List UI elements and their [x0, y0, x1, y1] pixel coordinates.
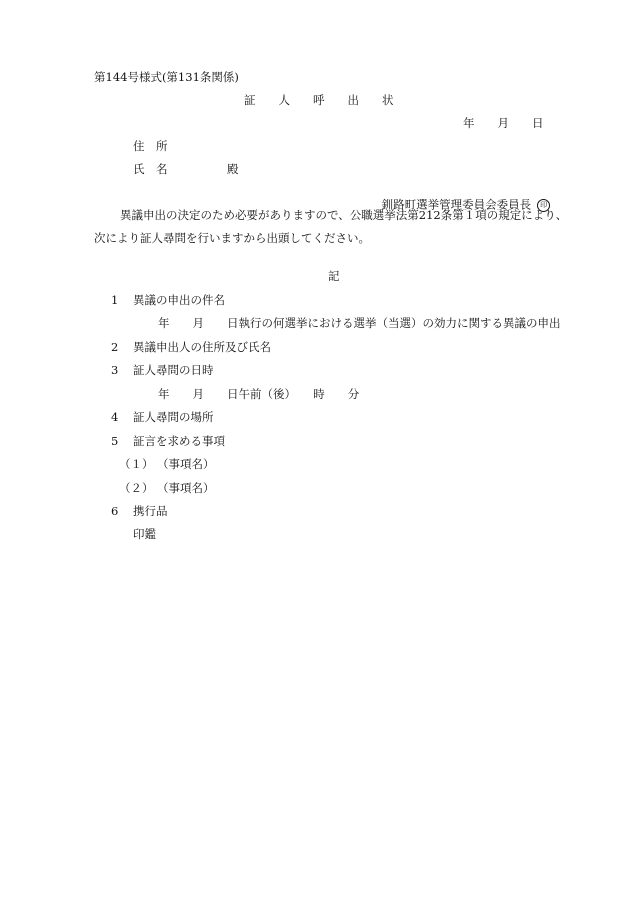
sender-name: 釧路町選挙管理委員会委員長 — [381, 197, 532, 211]
item-5-sub-2-number: （２） — [119, 481, 154, 495]
item-3-number: 3 — [111, 363, 119, 377]
item-3-detail: 年 月 日午前（後） 時 分 — [158, 387, 360, 401]
form-id: 第144号様式(第131条関係) — [94, 70, 239, 84]
item-1-number: 1 — [111, 293, 119, 307]
honorific: 殿 — [227, 162, 239, 176]
item-2-number: 2 — [111, 340, 119, 354]
body-text-line-1: 異議申出の決定のため必要がありますので、公職選挙法第212条第１項の規定により、 — [120, 208, 568, 222]
item-6-label: 携行品 — [133, 504, 168, 518]
item-6-number: 6 — [111, 504, 119, 518]
item-1-label: 異議の申出の件名 — [133, 293, 225, 307]
item-5-number: 5 — [111, 434, 119, 448]
item-1-detail: 年 月 日執行の何選挙における選挙（当選）の効力に関する異議の申出 — [158, 316, 561, 330]
ki-heading: 記 — [328, 269, 340, 283]
item-4-number: 4 — [111, 410, 119, 424]
item-5-sub-1-text: （事項名） — [157, 457, 215, 471]
item-3-label: 証人尋問の日時 — [133, 363, 214, 377]
name-label: 氏 名 — [133, 162, 168, 176]
item-2-label: 異議申出人の住所及び氏名 — [133, 340, 271, 354]
address-label: 住 所 — [133, 139, 168, 153]
seal-icon: 印 — [537, 199, 550, 212]
document-title: 証 人 呼 出 状 — [244, 93, 394, 107]
body-text-line-2: 次により証人尋問を行いますから出頭してください。 — [94, 231, 370, 245]
item-5-sub-1-number: （１） — [119, 457, 154, 471]
item-6-detail: 印鑑 — [133, 527, 156, 541]
date-line: 年 月 日 — [463, 116, 544, 130]
item-5-sub-2-text: （事項名） — [157, 481, 215, 495]
item-4-label: 証人尋問の場所 — [133, 410, 214, 424]
item-5-label: 証言を求める事項 — [133, 434, 225, 448]
